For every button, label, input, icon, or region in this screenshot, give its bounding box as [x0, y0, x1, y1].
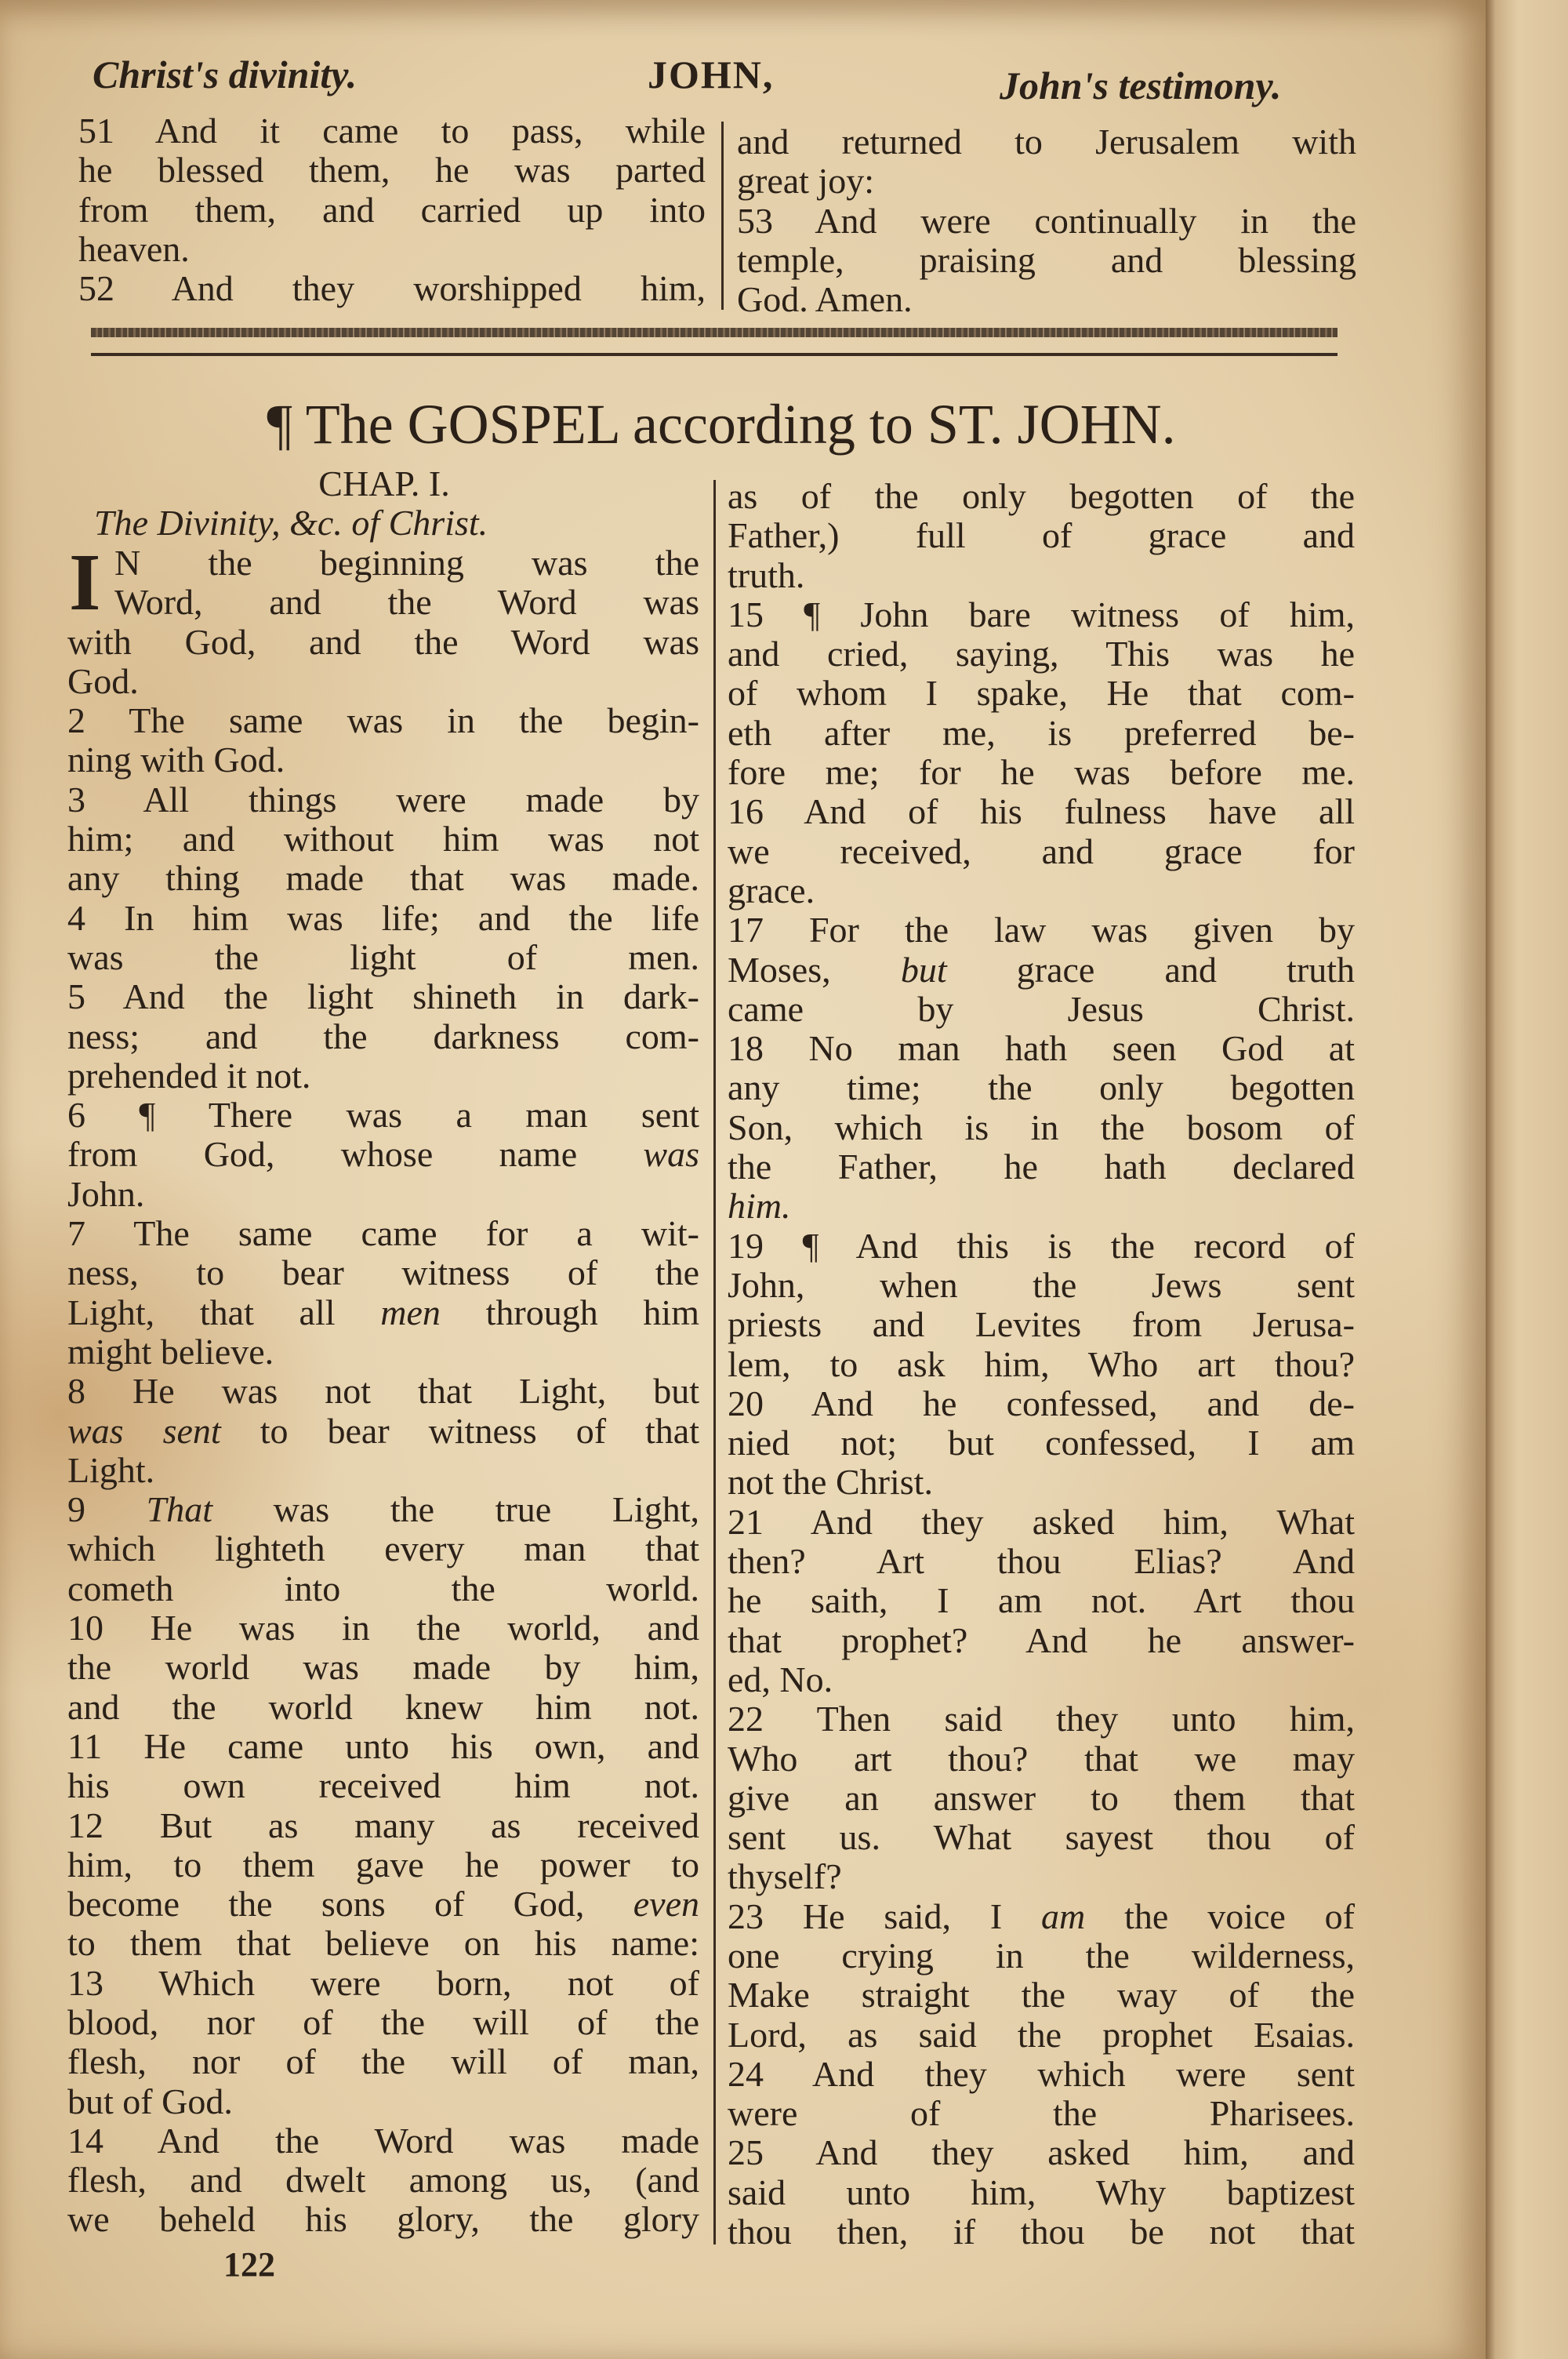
text-segment: Light. [67, 1449, 155, 1490]
right-column [728, 477, 1355, 2252]
text-segment: we received, and grace for [728, 831, 1355, 871]
book-title: ¶ The GOSPEL according to ST. JOHN. [267, 393, 1176, 456]
text-segment: through him [440, 1292, 699, 1332]
text-line [728, 753, 1355, 792]
text-line [728, 674, 1355, 713]
text-segment: Who art thou? that we may [728, 1738, 1355, 1779]
text-line [67, 977, 699, 1016]
text-segment: 11 He came unto his own, and [67, 1725, 699, 1766]
text-segment: was the true Light, [212, 1489, 699, 1530]
text-line [67, 623, 699, 662]
text-line [728, 871, 1355, 911]
italic-text: was sent [67, 1410, 221, 1451]
text-segment: 24 And they which were sent [728, 2053, 1355, 2094]
text-line [78, 269, 706, 308]
text-segment: 15 ¶ John bare witness of him, [728, 594, 1355, 634]
text-line [728, 2212, 1355, 2252]
text-line [67, 1648, 699, 1687]
text-segment: 8 He was not that Light, but [67, 1371, 699, 1412]
text-segment: fore me; for he was before me. [728, 752, 1355, 793]
text-segment: flesh, nor of the will of man, [67, 2041, 699, 2082]
text-segment: N the beginning was the [114, 543, 699, 583]
text-segment: which lighteth every man that [67, 1528, 699, 1569]
text-line [728, 1227, 1355, 1266]
text-line [728, 1147, 1355, 1187]
text-line [67, 701, 699, 740]
italic-text: but [900, 949, 947, 990]
text-line [67, 780, 699, 820]
text-segment: John, when the Jews sent [728, 1264, 1355, 1305]
text-line [728, 1936, 1355, 1976]
text-segment: Lord, as said the prophet Esaias. [728, 2014, 1355, 2055]
text-line [67, 1293, 699, 1332]
text-segment: with God, and the Word was [67, 621, 699, 662]
drop-cap: I [69, 537, 101, 627]
text-segment: eth after me, is preferred be- [728, 712, 1355, 753]
text-segment: grace. [728, 870, 815, 911]
text-line [67, 1253, 699, 1292]
text-line [728, 1108, 1355, 1147]
text-line [67, 1332, 699, 1372]
text-line [67, 2042, 699, 2081]
text-line [67, 1096, 699, 1135]
text-line [67, 1727, 699, 1766]
text-line [67, 938, 699, 977]
text-line [728, 2055, 1355, 2094]
text-line [67, 859, 699, 898]
text-line [78, 230, 706, 269]
text-segment: was the light of men. [67, 936, 699, 977]
text-line [728, 1503, 1355, 1542]
text-segment: might believe. [67, 1331, 274, 1372]
text-line [67, 1766, 699, 1805]
text-segment: 3 All things were made by [67, 779, 699, 820]
left-column [67, 537, 699, 2240]
text-segment: 14 And the Word was made [67, 2120, 699, 2161]
text-line [728, 2133, 1355, 2172]
text-segment: as of the only begotten of the [728, 476, 1355, 516]
text-segment: sent us. What sayest thou of [728, 1817, 1355, 1858]
text-line [67, 2121, 699, 2161]
text-line [67, 740, 699, 780]
text-segment: to them that believe on his name: [67, 1923, 699, 1964]
thin-rule [91, 353, 1338, 356]
text-line [67, 583, 699, 622]
text-segment: and the world knew him not. [67, 1686, 699, 1727]
text-line [728, 1699, 1355, 1739]
text-segment: of whom I spake, He that com- [728, 673, 1355, 714]
text-line [728, 2016, 1355, 2055]
text-segment: 5 And the light shineth in dark- [67, 976, 699, 1017]
text-segment: then? Art thou Elias? And [728, 1541, 1355, 1582]
text-line [728, 1897, 1355, 1936]
text-line [67, 1372, 699, 1411]
italic-text: That [146, 1489, 213, 1530]
column-divider-main [713, 480, 716, 2245]
text-segment: give an answer to them that [728, 1777, 1355, 1818]
text-segment: Light, that all [67, 1292, 381, 1332]
text-segment: came by Jesus Christ. [728, 988, 1355, 1029]
text-line [78, 191, 706, 230]
text-segment: lem, to ask him, Who art thou? [728, 1343, 1355, 1384]
text-line [737, 241, 1356, 280]
text-segment: nied not; but confessed, I am [728, 1423, 1355, 1463]
text-segment: he blessed them, he was parted [78, 150, 706, 191]
text-line [67, 1214, 699, 1253]
text-line [67, 1529, 699, 1568]
text-segment: from God, whose name [67, 1134, 644, 1175]
facing-page-edge [1486, 0, 1568, 2359]
text-line [728, 1542, 1355, 1581]
text-line [728, 832, 1355, 871]
text-segment: 9 [67, 1489, 147, 1530]
italic-text: men [380, 1292, 441, 1332]
text-segment: God. [67, 660, 139, 701]
text-line [67, 2082, 699, 2121]
chapter-summary: The Divinity, &c. of Christ. [94, 503, 488, 543]
text-segment: and returned to Jerusalem with [737, 122, 1356, 162]
text-segment: 20 And he confessed, and de- [728, 1383, 1355, 1423]
text-segment: 53 And were continually in the [737, 200, 1356, 241]
text-line [737, 202, 1356, 241]
text-line [728, 1463, 1355, 1502]
text-line [728, 1187, 1355, 1226]
text-line [67, 1056, 699, 1096]
text-segment: 12 But as many as received [67, 1805, 699, 1845]
text-segment: not the Christ. [728, 1462, 933, 1503]
text-segment: priests and Levites from Jerusa- [728, 1304, 1355, 1345]
text-segment: temple, praising and blessing [737, 239, 1356, 280]
text-segment: said unto him, Why baptizest [728, 2172, 1355, 2212]
text-segment: grace and truth [946, 949, 1355, 990]
page-number: 122 [223, 2245, 275, 2284]
text-segment: ness, to bear witness of the [67, 1252, 699, 1293]
text-segment: 51 And it came to pass, while [78, 111, 706, 151]
text-segment: cometh into the world. [67, 1568, 699, 1608]
text-line [67, 1885, 699, 1924]
text-line [67, 1490, 699, 1529]
text-line [728, 1423, 1355, 1463]
text-segment: God. Amen. [737, 279, 913, 320]
text-segment: great joy: [737, 161, 874, 202]
text-line [728, 1621, 1355, 1660]
text-segment: that prophet? And he answer- [728, 1619, 1355, 1660]
text-line [728, 1818, 1355, 1857]
text-line [67, 820, 699, 859]
text-line [67, 1569, 699, 1608]
text-segment: 13 Which were born, not of [67, 1962, 699, 2003]
text-segment: 10 He was in the world, and [67, 1608, 699, 1648]
text-line [728, 595, 1355, 634]
text-line [67, 2200, 699, 2239]
text-segment: any time; the only begotten [728, 1067, 1355, 1108]
text-line [67, 1175, 699, 1214]
text-line [67, 1964, 699, 2003]
text-segment: thyself? [728, 1856, 842, 1897]
text-segment: 19 ¶ And this is the record of [728, 1225, 1355, 1266]
text-line [67, 1017, 699, 1056]
text-line [67, 1135, 699, 1174]
text-segment: flesh, and dwelt among us, (and [67, 2160, 699, 2201]
text-line [67, 2161, 699, 2200]
text-segment: 18 No man hath seen God at [728, 1028, 1355, 1069]
text-segment: from them, and carried up into [78, 189, 706, 230]
text-segment: the voice of [1085, 1896, 1355, 1936]
text-line [67, 2003, 699, 2042]
text-line [737, 122, 1356, 162]
text-line [728, 1660, 1355, 1699]
text-segment: the world was made by him, [67, 1647, 699, 1688]
text-line [728, 1976, 1355, 2015]
text-segment: 17 For the law was given by [728, 910, 1355, 951]
ornamental-rule [91, 328, 1338, 337]
text-segment: thou then, if thou be not that [728, 2212, 1355, 2252]
text-segment: 23 He said, I [728, 1896, 1042, 1936]
text-segment: 21 And they asked him, What [728, 1501, 1355, 1542]
text-segment: Make straight the way of the [728, 1975, 1355, 2016]
text-line [728, 1029, 1355, 1068]
text-line [728, 2094, 1355, 2133]
text-segment: his own received him not. [67, 1765, 699, 1806]
top-right-column [737, 122, 1356, 319]
text-line [728, 1266, 1355, 1305]
italic-text: even [633, 1884, 699, 1925]
text-segment: him; and without him was not [67, 819, 699, 860]
text-line [728, 990, 1355, 1029]
text-segment: 2 The same was in the begin- [67, 700, 699, 741]
text-segment: 4 In him was life; and the life [67, 897, 699, 938]
text-segment: heaven. [78, 228, 190, 269]
text-segment: one crying in the wilderness, [728, 1935, 1355, 1976]
top-left-column [78, 111, 706, 308]
text-line [728, 634, 1355, 674]
text-line [728, 1345, 1355, 1384]
text-line [728, 951, 1355, 990]
text-segment: Father,) full of grace and [728, 515, 1355, 556]
text-segment: were of the Pharisees. [728, 2093, 1355, 2134]
text-line [67, 1608, 699, 1648]
running-head-left: Christ's divinity. [93, 53, 358, 96]
text-line [78, 151, 706, 190]
text-line [67, 662, 699, 701]
text-segment: 6 ¶ There was a man sent [67, 1095, 699, 1136]
italic-text: was [643, 1134, 699, 1175]
text-segment: him, to them gave he power to [67, 1844, 699, 1885]
chapter-heading [71, 464, 698, 543]
text-line [67, 1451, 699, 1490]
running-head-center: JOHN, [648, 53, 775, 96]
text-segment: the Father, he hath declared [728, 1147, 1355, 1187]
text-segment: we beheld his glory, the glory [67, 2199, 699, 2240]
text-segment: Word, and the Word was [114, 582, 699, 623]
text-line [67, 543, 699, 583]
text-segment: become the sons of God, [67, 1884, 633, 1925]
text-line [67, 1412, 699, 1451]
text-segment: ed, No. [728, 1659, 833, 1699]
text-segment: 22 Then said they unto him, [728, 1699, 1355, 1739]
text-segment: any thing made that was made. [67, 858, 699, 899]
text-segment: to bear witness of that [220, 1410, 699, 1451]
text-line [728, 1305, 1355, 1344]
text-line [728, 1384, 1355, 1423]
text-line [67, 1845, 699, 1885]
text-segment: but of God. [67, 2081, 233, 2121]
text-segment: 25 And they asked him, and [728, 2132, 1355, 2173]
text-line [728, 1581, 1355, 1620]
text-segment: 52 And they worshipped him, [78, 268, 706, 309]
text-line [67, 1806, 699, 1845]
text-line [737, 162, 1356, 201]
text-segment: ning with God. [67, 740, 285, 780]
text-segment: truth. [728, 554, 805, 595]
text-segment: 16 And of his fulness have all [728, 791, 1355, 832]
text-line [728, 1068, 1355, 1107]
chapter-number: CHAP. I. [318, 463, 450, 503]
text-line [67, 899, 699, 938]
text-segment: blood, nor of the will of the [67, 2001, 699, 2042]
text-line [728, 911, 1355, 950]
text-segment: Son, which is in the bosom of [728, 1107, 1355, 1147]
italic-text: him. [728, 1186, 791, 1227]
text-line [728, 792, 1355, 831]
text-line [67, 1924, 699, 1963]
text-segment: and cried, saying, This was he [728, 634, 1355, 674]
text-segment: prehended it not. [67, 1055, 311, 1096]
text-line [728, 1857, 1355, 1896]
text-segment: Moses, [728, 949, 901, 990]
text-line [728, 1739, 1355, 1779]
text-line [728, 556, 1355, 595]
text-line [728, 1779, 1355, 1818]
text-segment: John. [67, 1173, 145, 1214]
text-line [728, 2173, 1355, 2212]
text-segment: ness; and the darkness com- [67, 1016, 699, 1056]
text-line [737, 280, 1356, 319]
italic-text: am [1041, 1896, 1086, 1936]
text-segment: 7 The same came for a wit- [67, 1213, 699, 1254]
text-line [78, 111, 706, 151]
text-line [67, 1688, 699, 1727]
text-segment: he saith, I am not. Art thou [728, 1580, 1355, 1621]
text-line [728, 516, 1355, 555]
text-line [728, 477, 1355, 516]
column-divider-top [721, 122, 724, 310]
running-head-right: John's testimony. [1000, 64, 1282, 107]
text-line [728, 714, 1355, 753]
